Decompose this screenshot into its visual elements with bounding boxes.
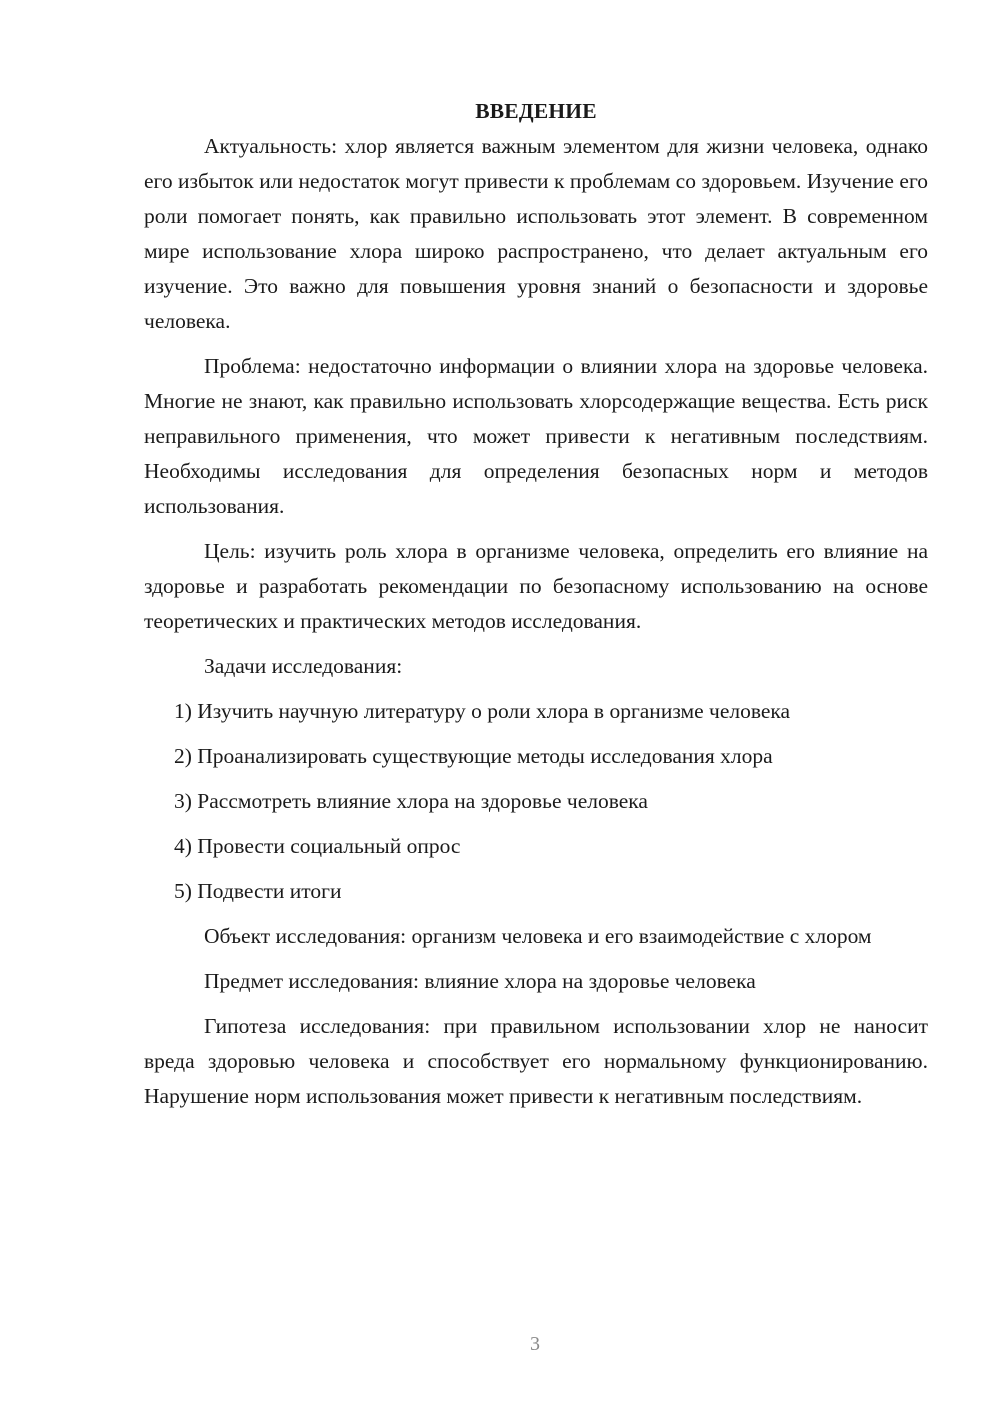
list-item: 4) Провести социальный опрос xyxy=(174,834,461,858)
subject-paragraph: Предмет исследования: влияние хлора на здоровье человека xyxy=(204,969,756,993)
list-item: 2) Проанализировать существующие методы исследования хлора xyxy=(174,744,773,768)
document-page xyxy=(144,94,928,1124)
tasks-list xyxy=(144,694,928,909)
goal-paragraph: Цель: изучить роль хлора в организме человека, определить его влияние на здоровье и разработать рекомендации по безопасному использованию на основе теоретических и практических методов исследования. xyxy=(144,539,928,633)
list-item: 5) Подвести итоги xyxy=(174,879,342,903)
list-item: 1) Изучить научную литературу о роли хлора в организме человека xyxy=(174,699,791,723)
tasks-heading: Задачи исследования: xyxy=(204,654,403,678)
hypothesis-paragraph: Гипотеза исследования: при правильном использовании хлор не наносит вреда здоровью человека и способствует его нормальному функционированию. Нарушение норм использования может привести к негативным последствиям. xyxy=(144,1014,928,1108)
object-paragraph: Объект исследования: организм человека и его взаимодействие с хлором xyxy=(204,924,872,948)
page-number: 3 xyxy=(530,1333,540,1355)
problem-paragraph: Проблема: недостаточно информации о влиянии хлора на здоровье человека. Многие не знают, как правильно использовать хлорсодержащие вещества. Есть риск неправильного применения, что может привести к негативным последствиям. Необходимы исследования для определения безопасных норм и методов использования. xyxy=(144,354,928,518)
list-item: 3) Рассмотреть влияние хлора на здоровье человека xyxy=(174,789,648,813)
relevance-paragraph: Актуальность: хлор является важным элементом для жизни человека, однако его избыток или недостаток могут привести к проблемам со здоровьем. Изучение его роли помогает понять, как правильно использовать этот элемент. В современном мире использование хлора широко распространено, что делает актуальным его изучение. Это важно для повышения уровня знаний о безопасности и здоровье человека. xyxy=(144,134,928,333)
page-title: ВВЕДЕНИЕ xyxy=(475,99,597,123)
